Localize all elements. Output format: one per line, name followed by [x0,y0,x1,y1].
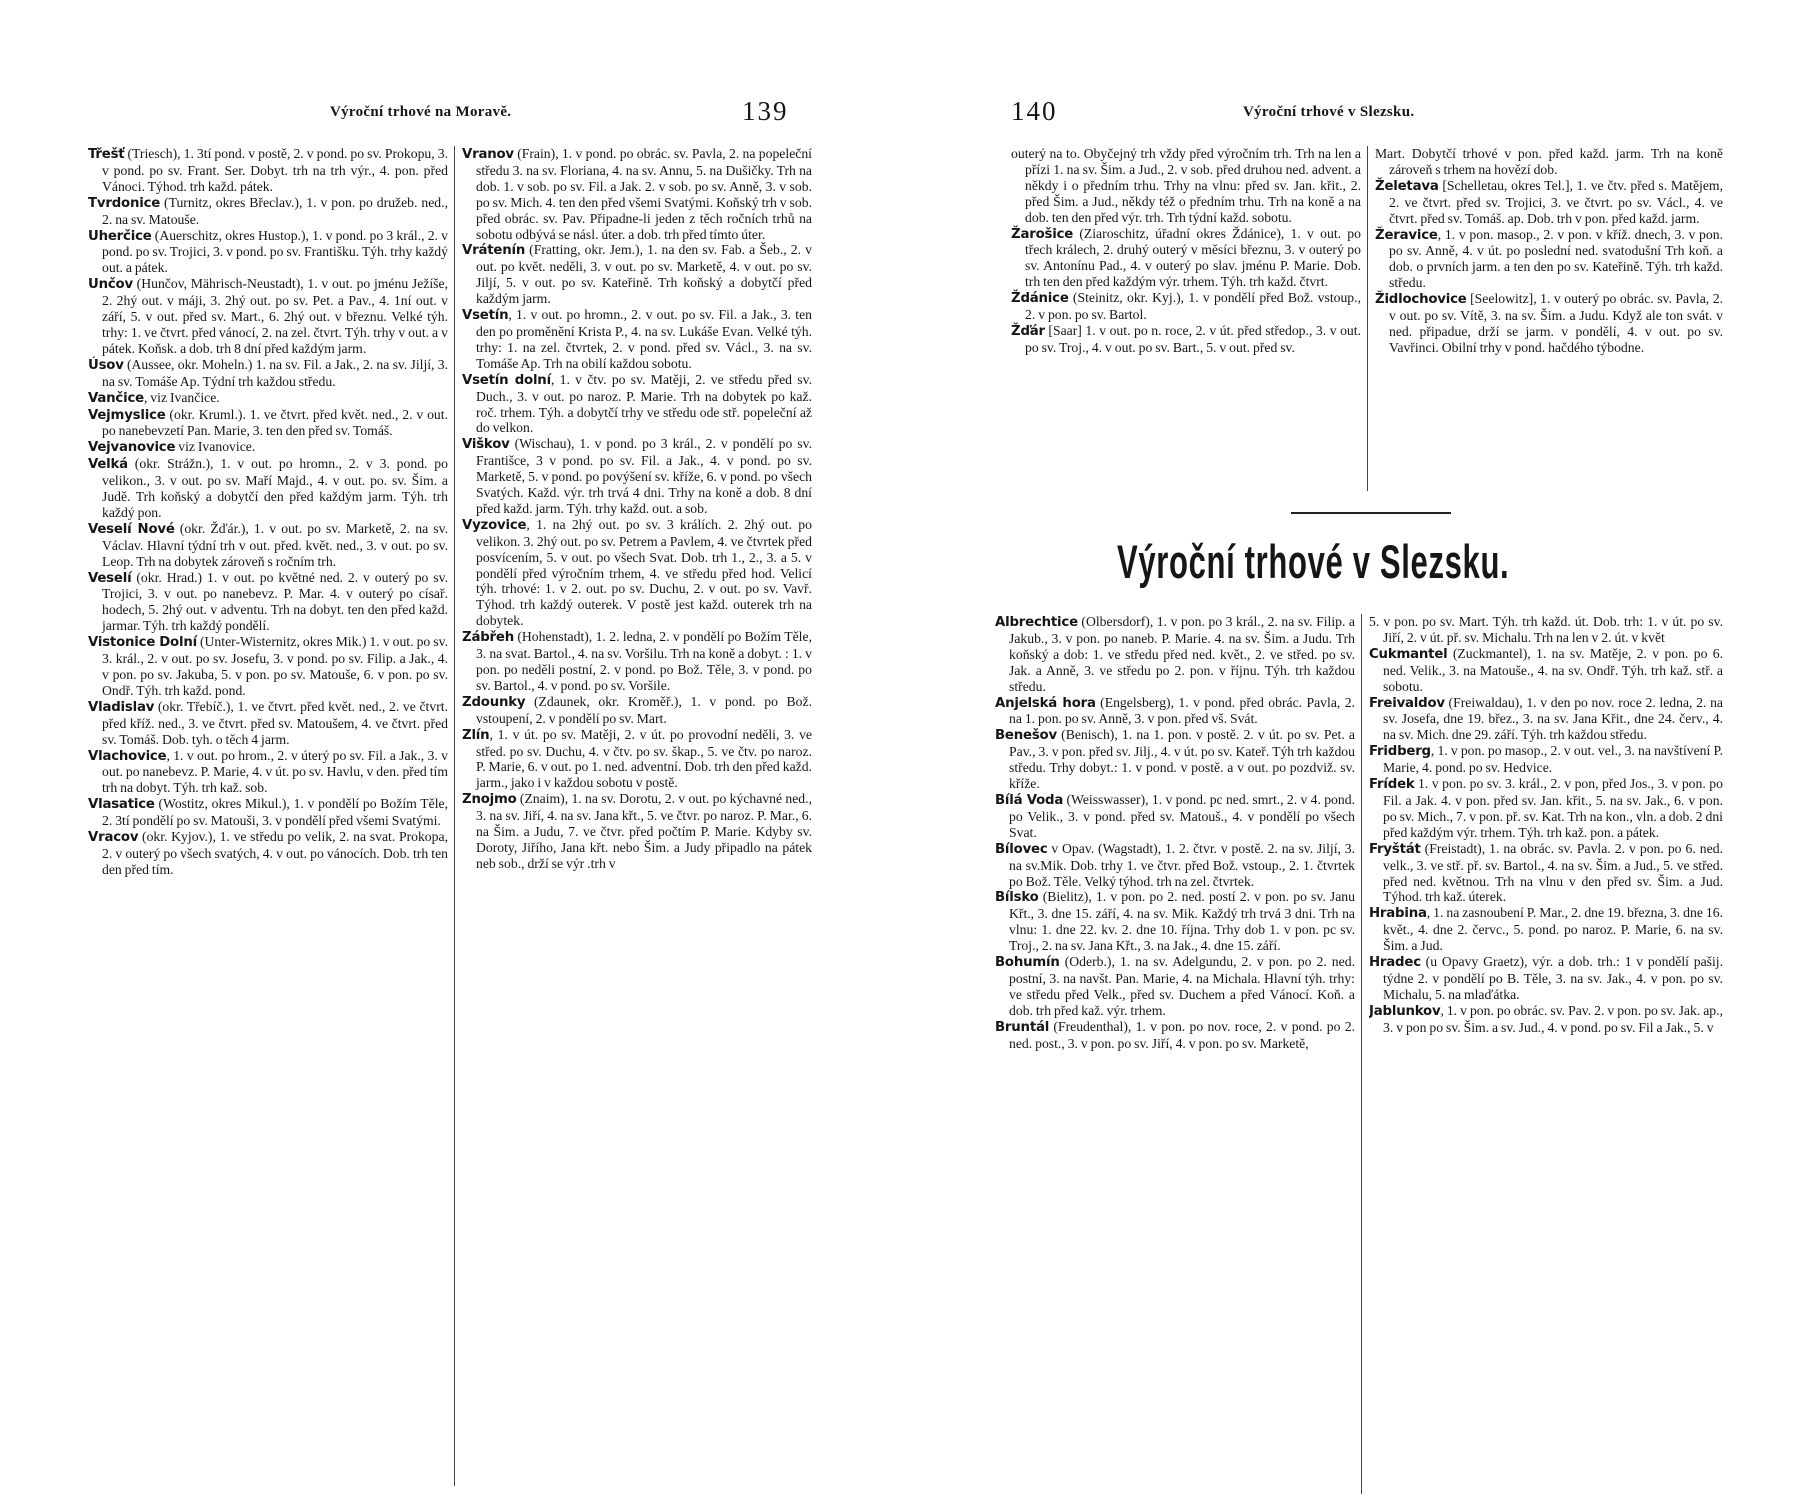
text-column-top-left [1011,146,1368,491]
gazetteer-entry [1369,646,1723,695]
entry-text: (okr. Kruml.). 1. ve čtvrt. před květ. ned., 2. v out. po nanebevzetí Pan. Marie, 3. ten den před sv. Tomáš. [102,406,448,439]
gazetteer-entry [462,727,812,792]
entry-text: (Weisswasser), 1. v pond. pc ned. smrt., 2. v 4. pond. po Velik., 3. v pond. před sv. Matouš., 4. v pondělí po všech Svat. [1009,791,1356,840]
gazetteer-entry [462,629,812,694]
gazetteer-entry [88,195,448,228]
entry-text: (Hunčov, Mährisch-Neustadt), 1. v out. po jménu Ježíše, 2. 2hý out. v máji, 3. 2hý out. po sv. Pet. a Pav., 4. 1ní out. v září, 5. v out. před sv. Mart., 6. 2hý out. v březnu. Velké týh. trhy: 1. ve čtvrt. před vánocí, 2. na zel. čtvrt. Týh. trhy v out. a v pátek. Koňsk. a dob. trh 8 dní před každým jarm. [102,276,448,356]
entry-text: , 1. v pon. po obrác. sv. Pav. 2. v pon. po sv. Jak. ap., 3. v pon po sv. Šim. a sv. Jud., 4. v pond. po sv. Fil a Jak., 5. v [1383,1002,1723,1035]
gazetteer-entry [88,699,448,748]
entry-continuation [1369,614,1723,646]
text-column-right [462,146,812,1486]
entry-text: 5. v pon. po sv. Mart. Týh. trh každ. út. Dob. trh: 1. v út. po sv. Jiří, 2. v út. př. sv. Michalu. Trh na len v 2. út. v květ [1369,614,1723,645]
place-name: Zlín [462,727,490,743]
entry-text: (Triesch), 1. 3tí pond. v postě, 2. v pond. po sv. Prokopu, 3. v pond. po sv. Frant. Ser. Dobyt. trh na trh výr., 4. pon. před Vánoci. Týhod. trh každ. pátek. [102,146,448,194]
entry-text: (Engelsberg), 1. v pond. před obrác. Pavla, 2. na 1. pon. po sv. Anně, 3. v pon. před vš. Svát. [1009,694,1355,727]
gazetteer-entry [462,694,812,727]
entry-text: [Schelletau, okres Tel.], 1. ve čtv. před s. Matějem, 2. ve čtvrt. před sv. Trojici, 3. ve čtvrt. po sv. Václ., 4. ve čtvrt. před sv. Tomáš. ap. Dob. trh v pon. před každ. jarm. [1389,177,1723,226]
place-name: Vladislav [88,699,155,715]
place-name: Ždánice [1011,291,1069,307]
gazetteer-entry [88,146,448,195]
gazetteer-entry [995,841,1355,890]
place-name: Znojmo [462,792,517,808]
entry-text: , 1. v out. po hromn., 2. v out. po sv. Fil. a Jak., 3. ten den po proměnění Krista P., 4. na sv. Lukáše Evan. Velké týh. trhy: 1. na zel. čtvrtek, 2. v pond. před sv. Václ., 3. na sv. Tomáše Ap. Trh na obilí každou sobotu. [476,307,812,371]
entry-text: (Auerschitz, okres Hustop.), 1. v pond. po 3 král., 2. v pond. po sv. Trojici, 3. v pond. po sv. Františku. Týh. trhy každý out. a pátek. [102,227,448,276]
gazetteer-entry [88,439,448,456]
place-name: Bílsko [995,890,1039,906]
place-name: Bílovec [995,841,1048,857]
place-name: Vejvanovice [88,440,176,456]
gazetteer-entry [1375,291,1723,356]
place-name: Freivaldov [1369,695,1445,711]
entry-text: (Freiwaldau), 1. v den po nov. roce 2. ledna, 2. na sv. Josefa, dne 19. břez., 3. na sv. Jana Křit., dne 24. červ., 4. na sv. Mich. dne 29. září. Týh. trh každou středu. [1383,694,1723,743]
place-name: Vlasatice [88,797,155,813]
place-name: Uherčice [88,228,152,244]
gazetteer-entry [995,1019,1355,1052]
gazetteer-entry [1369,695,1723,744]
place-name: Anjelská hora [995,695,1096,711]
gazetteer-entry [1375,227,1723,292]
gazetteer-entry [462,307,812,372]
entry-text: [Saar] 1. v out. po n. roce, 2. v út. před středop., 3. v out. po sv. Troj., 4. v out. po sv. Bart., 5. v out. před sv. [1025,322,1361,355]
place-name: Vejmyslice [88,407,166,423]
gazetteer-entry [88,357,448,390]
place-name: Vsetín [462,308,509,324]
entry-text: (Znaim), 1. na sv. Dorotu, 2. v out. po kýchavné ned., 3. na sv. Jiří, 4. na sv. Jana křt., 5. ve čtvr. po naroz. P. Mar., 6. na Šim. a Judu, 7. ve čtvr. před počtím P. Marie. Kdyby sv. Doroty, Jiřího, Jana křt. nebo Šim. a Judy připadlo na pátek neb sob., drží se výr .trh v [476,791,812,871]
gazetteer-entry [1369,905,1723,954]
gazetteer-entry [995,614,1355,695]
gazetteer-entry [995,792,1355,841]
place-name: Bruntál [995,1019,1050,1035]
gazetteer-entry [88,407,448,440]
gazetteer-entry [88,276,448,357]
page-number: 140 [1011,96,1058,126]
gazetteer-entry [1011,290,1361,323]
place-name: Vranov [462,147,514,162]
gazetteer-entry [462,146,812,242]
gazetteer-entry [1369,776,1723,841]
entry-text: (Zuckmantel), 1. na sv. Matěje, 2. v pon. po 6. ned. Velik., 3. na Matouše., 4. na sv. Ondř. Týh. trh kaž. stř. a sobotu. [1383,645,1723,694]
entry-text: , 1. v out. po hrom., 2. v úterý po sv. Fil. a Jak., 3. v out. po nanebevz. P. Marie, 4. v út. po sv. Havlu, v den. před tím trh na dobyt. Týh. trh kaž. sob. [102,747,448,796]
place-name: Cukmantel [1369,646,1448,662]
gazetteer-entry [88,521,448,570]
place-name: Úsov [88,357,124,373]
gazetteer-entry [1011,226,1361,291]
gazetteer-entry [462,791,812,872]
gazetteer-entry [462,372,812,437]
entry-text: , 1. v pon. po masop., 2. v out. vel., 3. na navštívení P. Marie, 4. pond. po sv. Hedvice. [1383,743,1723,776]
gazetteer-entry [88,390,448,407]
place-name: Hradec [1369,955,1421,971]
entry-text: Mart. Dobytčí trhové v pon. před každ. jarm. Trh na koně zároveň s trhem na hovězí dob. [1375,146,1723,177]
text-column-left [995,614,1362,1494]
entry-text: (Ziaroschitz, úřadní okres Ždánice), 1. v out. po třech králech, 2. druhý outerý v měsíci březnu, 3. v outerý po sv. Antonínu Pad., 4. v outerý po slav. jménu P. Marie. Dob. trh ten den před každým výr. trhem. Týh. trh každ. čtvrt. [1025,225,1361,290]
entry-text: (okr. Třebíč.), 1. ve čtvrt. před květ. ned., 2. ve čtvrt. před kříž. ned., 3. ve čtvrt. před sv. Matoušem, 4. ve čtvrt. před sv. Tomáš. Dob. tyh. o těch 4 jarm. [102,698,448,747]
running-head: Výroční trhové v Slezsku. [1243,104,1415,120]
entry-text: (okr. Hrad.) 1. v out. po květné ned. 2. v outerý po sv. Trojici, 3. v out. po nanebevz. P. Mar. 4. v outerý po císař. hodech, 5. 2hý out. v adventu. Trh na dobyt. ten den před každ. jarmar. Týh. trh každý pondělí. [102,569,448,634]
gazetteer-entry [995,727,1355,792]
gazetteer-entry [88,456,448,521]
place-name: Fridberg [1369,744,1431,760]
entry-text: (okr. Strážn.), 1. v out. po hromn., 2. v 3. pond. po velikon., 3. v out. po sv. Maří Majd., 4. v out. po. sv. Šim. a Judě. Trh koňský a dobytčí den před každým jarm. Týh. trh každý pon. [102,456,448,520]
entry-continuation [1011,146,1361,226]
entry-text: (Freistadt), 1. na obrác. sv. Pavla. 2. v pon. po 6. ned. velk., 3. ve stř. př. sv. Bartol., 4. na sv. Šim. a Jud., 5. ve střed. před ned. květnou. Trh na vlnu v den před sv. Šim. a Jud. Týhod. trh kaž. úterek. [1383,840,1723,905]
place-name: Veselí Nové [88,521,175,537]
place-name: Vistonice Dolní [88,635,197,651]
place-name: Fryštát [1369,841,1421,857]
entry-text: (Oderb.), 1. na sv. Adelgundu, 2. v pon. po 2. ned. postní, 3. na navšt. Pan. Marie, 4. na Michala. Hlavní týh. trhy: ve středu před Velk., před sv. Duchem a před Vánocí. Koň. a dob. trh před kaž. výr. trhem. [1009,954,1355,1018]
place-name: Žarošice [1011,226,1074,242]
entry-text: (Benisch), 1. na 1. pon. v postě. 2. v út. po sv. Pet. a Pav., 3. v pon. před sv. Jilj., 4. v út. po sv. Kateř. Týh trh každou středu. Trhy dobyt.: 1. v pond. v postě. a v out. po pozdviž. sv. kříže. [1009,727,1355,792]
place-name: Třešť [88,147,125,162]
section-divider [1291,512,1451,514]
gazetteer-entry [1369,743,1723,776]
place-name: Vlachovice [88,748,167,764]
entry-text: , viz Ivančice. [143,389,220,405]
place-name: Benešov [995,728,1057,744]
gazetteer-entry [88,634,448,699]
gazetteer-entry [88,829,448,878]
place-name: Tvrdonice [88,195,161,211]
gazetteer-entry [462,242,812,307]
entry-text: (okr. Kyjov.), 1. ve středu po velik, 2. na svat. Prokopa, 2. v outerý po všech svatých, 4. v out. po vánocích. Dob. trh ten den před tím. [102,829,448,877]
text-column-left [88,146,455,1486]
gazetteer-entry [995,954,1355,1019]
entry-text: [Seelowitz], 1. v outerý po obrác. sv. Pavla, 2. v out. po sv. Vítě, 3. na sv. Šim. a Judu. Když ale ton svát. v ned. připadue, drží se jarm. v pondělí, 4. v out. po sv. Vavřinci. Obilní trhy v pond. hačdého týbodne. [1389,291,1723,355]
place-name: Jablunkov [1369,1003,1441,1019]
entry-text: , 1. v čtv. po sv. Matěji, 2. ve středu před sv. Duch., 3. v out. po naroz. P. Marie. Trh na dobytek po kaž. roč. trhem. Týh. a dobytčí trhy ve středu ode stř. popeleční až do velkon. [476,371,812,436]
entry-text: v Opav. (Wagstadt), 1. 2. čtvr. v postě. 2. na sv. Jiljí, 3. na sv.Mik. Dob. trhy 1. ve čtvr. před Bož. vstoup., 2. 1. čtvrtek po Bož. Těle. Velký týhod. trh na zel. čtvrtek. [1009,840,1355,889]
entry-text: (Turnitz, okres Břeclav.), 1. v pon. po družeb. ned., 2. na sv. Matouše. [102,194,448,227]
entry-text: (Wostitz, okres Mikul.), 1. v pondělí po Božím Těle, 2. 3tí pondělí po sv. Matouši, 3. v pondělí před všemi Svatými. [102,796,448,829]
gazetteer-entry [88,748,448,797]
gazetteer-entry [88,228,448,277]
place-name: Zábřeh [462,630,514,646]
entry-text: 1. v pon. po sv. 3. král., 2. v pon, před Jos., 3. v pon. po Fil. a Jak. 4. v pon. před sv. Jan. křit., 5. na sv. Jak., 6. v pon. po sv. Mich., 7. v pon. př. sv. Kat. Trh na kon., vln. a dob. 2 dni před každým výr. trhem. Týh. trh kaž. pon. a pátek. [1383,776,1723,840]
gazetteer-entry [88,570,448,635]
entry-text: , 1. v pon. masop., 2. v pon. v kříž. dnech, 3. v pon. po sv. Anně, 4. v út. po poslední ned. svatodušní Trh koň. a dob. o prvních jarm. a ten den po sv. Kateřině. Týh. trh každ. středu. [1389,226,1723,291]
page-number: 139 [742,96,789,126]
place-name: Viškov [462,437,510,453]
place-name: Zdounky [462,694,526,710]
place-name: Unčov [88,277,133,293]
entry-text: (Frain), 1. v pond. po obrác. sv. Pavla, 2. na popeleční středu 3. na sv. Floriana, 4. na sv. Annu, 5. na Dušičky. Trh na dob. 1. v sob. po sv. Fil. a Jak. 2. v sob. po sv. Anně, 3. v sob. po sv. Mich. 4. ten den před všemi Svatými. Koňský trh v sob. před obrác. sv. Pav. Připadne-li jeden z těch ročních trhů na sobotu odbývá se násl. úter. a dob. trh před tímto úter. [476,146,812,242]
place-name: Veselí [88,570,132,586]
gazetteer-entry [88,796,448,829]
place-name: Žďár [1011,323,1045,339]
place-name: Vrátenín [462,243,526,259]
gazetteer-entry [1375,178,1723,227]
gazetteer-entry [1369,954,1723,1003]
place-name: Frídek [1369,777,1415,793]
entry-text: (Freudenthal), 1. v pon. po nov. roce, 2. v pond. po 2. ned. post., 3. v pon. po sv. Jiří, 4. v pon. po sv. Marketě, [1009,1018,1355,1051]
gazetteer-entry [995,889,1355,954]
place-name: Vracov [88,830,139,846]
place-name: Bohumín [995,955,1060,971]
page-140 [899,0,1798,1500]
entry-text: (Fratting, okr. Jem.), 1. na den sv. Fab. a Šeb., 2. v out. po květ. neděli, 3. v out. po sv. Marketě, 4. v out. po sv. Jiljí, 5. v out. po sv. Kateřině. Trh koňský a dobytčí před každým jarm. [476,242,812,307]
place-name: Žeravice [1375,227,1438,243]
section-title: Výroční trhové v Slezsku. [1117,535,1510,588]
entry-text: (u Opavy Graetz), výr. a dob. trh.: 1 v pondělí pašij. týdne 2. v pondělí po B. Těle, 3. na sv. Jak., 4. v pon. po sv. Michalu, 5. na mlaďátka. [1383,954,1723,1002]
text-column-right [1369,614,1723,1494]
gazetteer-entry [462,517,812,629]
gazetteer-entry [995,695,1355,728]
place-name: Bílá Voda [995,792,1064,808]
entry-text: , 1. na 2hý out. po sv. 3 králích. 2. 2hý out. po velikon. 3. 2hý out. po sv. Petrem a Pavlem, 4. ve čtvrtek před posvícením, 5. v out. po všech Svat. Dob. trh 1., 2., 3. a 5. v pondělí před výročním trhem, 4. ve středu před hod. Velicí týh. trhové: 1. v 2. out. po sv. Duchu, 2. v out. po sv. Vavř. Týhod. trh každý outerek. V postě jest každ. outerek trh na dobytek. [476,516,812,629]
place-name: Vančice [88,390,144,406]
running-head: Výroční trhové na Moravě. [330,104,512,120]
place-name: Vsetín dolní [462,372,551,388]
place-name: Hrabina [1369,906,1427,922]
gazetteer-entry [462,436,812,517]
place-name: Židlochovice [1375,292,1467,308]
entry-text: (Steinitz, okr. Kyj.), 1. v pondělí před Bož. vstoup., 2. v pon. po sv. Bartol. [1025,290,1361,323]
entry-continuation [1375,146,1723,178]
entry-text: (Aussee, okr. Moheln.) 1. na sv. Fil. a Jak., 2. na sv. Jiljí, 3. na sv. Tomáše Ap. Týdní trh každou středu. [102,356,448,389]
place-name: Velká [88,457,128,473]
entry-text: outerý na to. Obyčejný trh vždy před výročním trh. Trh na len a přízi 1. na sv. Šim. a Jud., 2. v sob. před druhou ned. advent. a někdy i o předním trhu. Trhy na vlnu: před sv. Jan. křit., 2. před Šim. a Jud., někdy též o předním trhu. Trh na koně a na dob. ten den před výr. trh. Trh týdní každ. sobotu. [1011,146,1361,225]
entry-text: (Bielitz), 1. v pon. po 2. ned. postí 2. v pon. po sv. Janu Křt., 3. dne 15. září, 4. na sv. Mik. Každý trh trvá 3 dni. Trh na vlnu: 1. dne 22. kv. 2. dne 10. října. Trhy dob 1. v pon. pc sv. Troj., 2. na sv. Jana Křt., 3. na Jak., 4. dne 15. září. [1009,889,1355,954]
entry-text: (okr. Žďár.), 1. v out. po sv. Marketě, 2. na sv. Václav. Hlavní týdní trh v out. před. květ. ned., 3. v out. po sv. Leop. Trh na dobytek zároveň s ročním trh. [102,520,448,569]
entry-text: (Olbersdorf), 1. v pon. po 3 král., 2. na sv. Filip. a Jakub., 3. v pon. po naneb. P. Marie. 4. na sv. Šim. a Judu. Trh koňský a dob: 1. ve středu před ned. květ., 2. ve střed. po sv. Jak. a Anně, 3. ve středu po 2. pon. v říjnu. Týh. trh každou středu. [1009,614,1355,694]
gazetteer-entry [1369,841,1723,906]
entry-text: (Hohenstadt), 1. 2. ledna, 2. v pondělí po Božím Těle, 3. na svat. Bartol., 4. na sv. Voršilu. Trh na koně a dobyt. : 1. v pon. po neděli postní, 2. v pond. po Bož. Těle, 3. v pond. po sv. Bartol., 4. v pond. po sv. Voršile. [476,629,812,693]
place-name: Albrechtice [995,615,1078,630]
gazetteer-entry [1011,323,1361,356]
entry-text: , 1. v út. po sv. Matěji, 2. v út. po provodní neděli, 3. ve střed. po sv. Duchu, 4. v čtv. po sv. škap., 5. ve čtv. po naroz. P. Marie, 6. v out. po 1. ned. adventní. Dob. trh den před každ. jarm., jako i v každou sobotu v postě. [476,726,812,791]
text-column-top-right [1375,146,1723,491]
place-name: Želetava [1375,178,1439,194]
place-name: Vyzovice [462,517,527,533]
entry-text: (Wischau), 1. v pond. po 3 král., 2. v pondělí po sv. Františce, 3 v pond. po sv. Fil. a Jak., 4. v pond. po sv. Marketě, 5. v pond. po povýšení sv. kříže, 6. v pond. po všech Svatých. Každ. výr. trh trvá 4 dni. Trhy na koně a dob. 8 dní před každ. jarm. Týh. trhy každ. out. a sob. [476,436,812,516]
entry-text: , 1. na zasnoubení P. Mar., 2. dne 19. března, 3. dne 16. květ., 4. dne 2. červc., 5. pond. po naroz. P. Marie, 6. na sv. Šim. a Jud. [1383,905,1723,954]
entry-text: (Zdaunek, okr. Kroměř.), 1. v pond. po Bož. vstoupení, 2. v pondělí po sv. Mart. [476,693,812,726]
gazetteer-entry [1369,1003,1723,1036]
entry-text: viz Ivanovice. [175,439,256,455]
entry-text: (Unter-Wisternitz, okres Mik.) 1. v out. po sv. 3. král., 2. v out. po sv. Josefu, 3. v pond. po sv. Filip. a Jak., 4. v pon. po sv. Jakuba, 5. v pon. po sv. Matouše, 6. v pon. po sv. Ondř. Týh. trh každ. pond. [102,634,448,698]
